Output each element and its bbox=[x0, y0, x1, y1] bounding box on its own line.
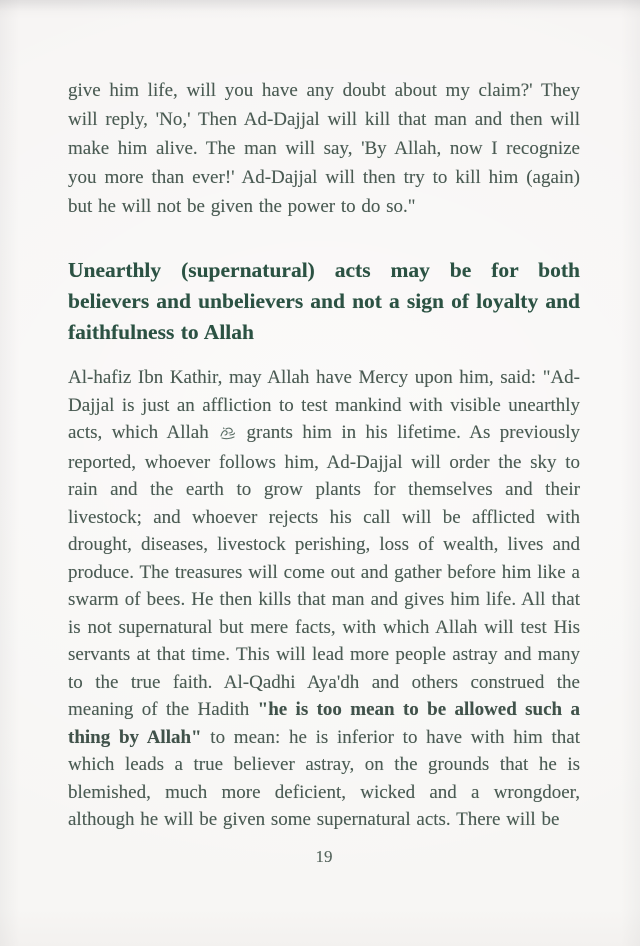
main-paragraph bbox=[68, 364, 580, 834]
page-number: 19 bbox=[315, 846, 333, 866]
allah-honorific-icon bbox=[219, 421, 236, 449]
top-paragraph-text: give him life, will you have any doubt about my claim?' They will reply, 'No,' Then Ad-Dajjal will kill that man and then will make him alive. The man will say, 'By Allah, now I recognize you more than ever!' Ad-Dajjal will then try to kill him (again) but he will not be given the power to do so." bbox=[68, 80, 580, 217]
main-paragraph-text-before-honorific: Al-hafiz Ibn Kathir, may Allah have Mercy upon him, said: "Ad-Dajjal is just an affliction to test mankind with visible unearthly acts, which Allah bbox=[68, 367, 580, 443]
main-paragraph-text-after-bold: to mean: he is inferior to have with him that which leads a true believer astray, on the grounds that he is blemished, much more deficient, wicked and a wrongdoer, although he will be given some supernatural acts. There will be bbox=[68, 726, 580, 830]
section-heading: Unearthly (supernatural) acts may be for both believers and unbelievers and not a sign of loyalty and faithfulness to Allah bbox=[68, 258, 580, 344]
top-paragraph bbox=[68, 76, 580, 221]
main-paragraph-text-after-honorific: grants him in his lifetime. As previously reported, whoever follows him, Ad-Dajjal will order the sky to rain and the earth to grow plants for themselves and their livestock; and whoever rejects his call will be afflicted with drought, diseases, livestock perishing, loss of wealth, lives and produce. The treasures will come out and gather before him like a swarm of bees. He then kills that man and gives him life. All that is not supernatural but mere facts, with which Allah will test His servants at that time. This will lead more people astray and many to the true faith. Al-Qadhi Aya'dh and others construed the meaning of the Hadith bbox=[68, 422, 581, 720]
main-paragraph-bold-hadith-quote: "he is too mean to be allowed such a thing by Allah" bbox=[68, 699, 580, 748]
